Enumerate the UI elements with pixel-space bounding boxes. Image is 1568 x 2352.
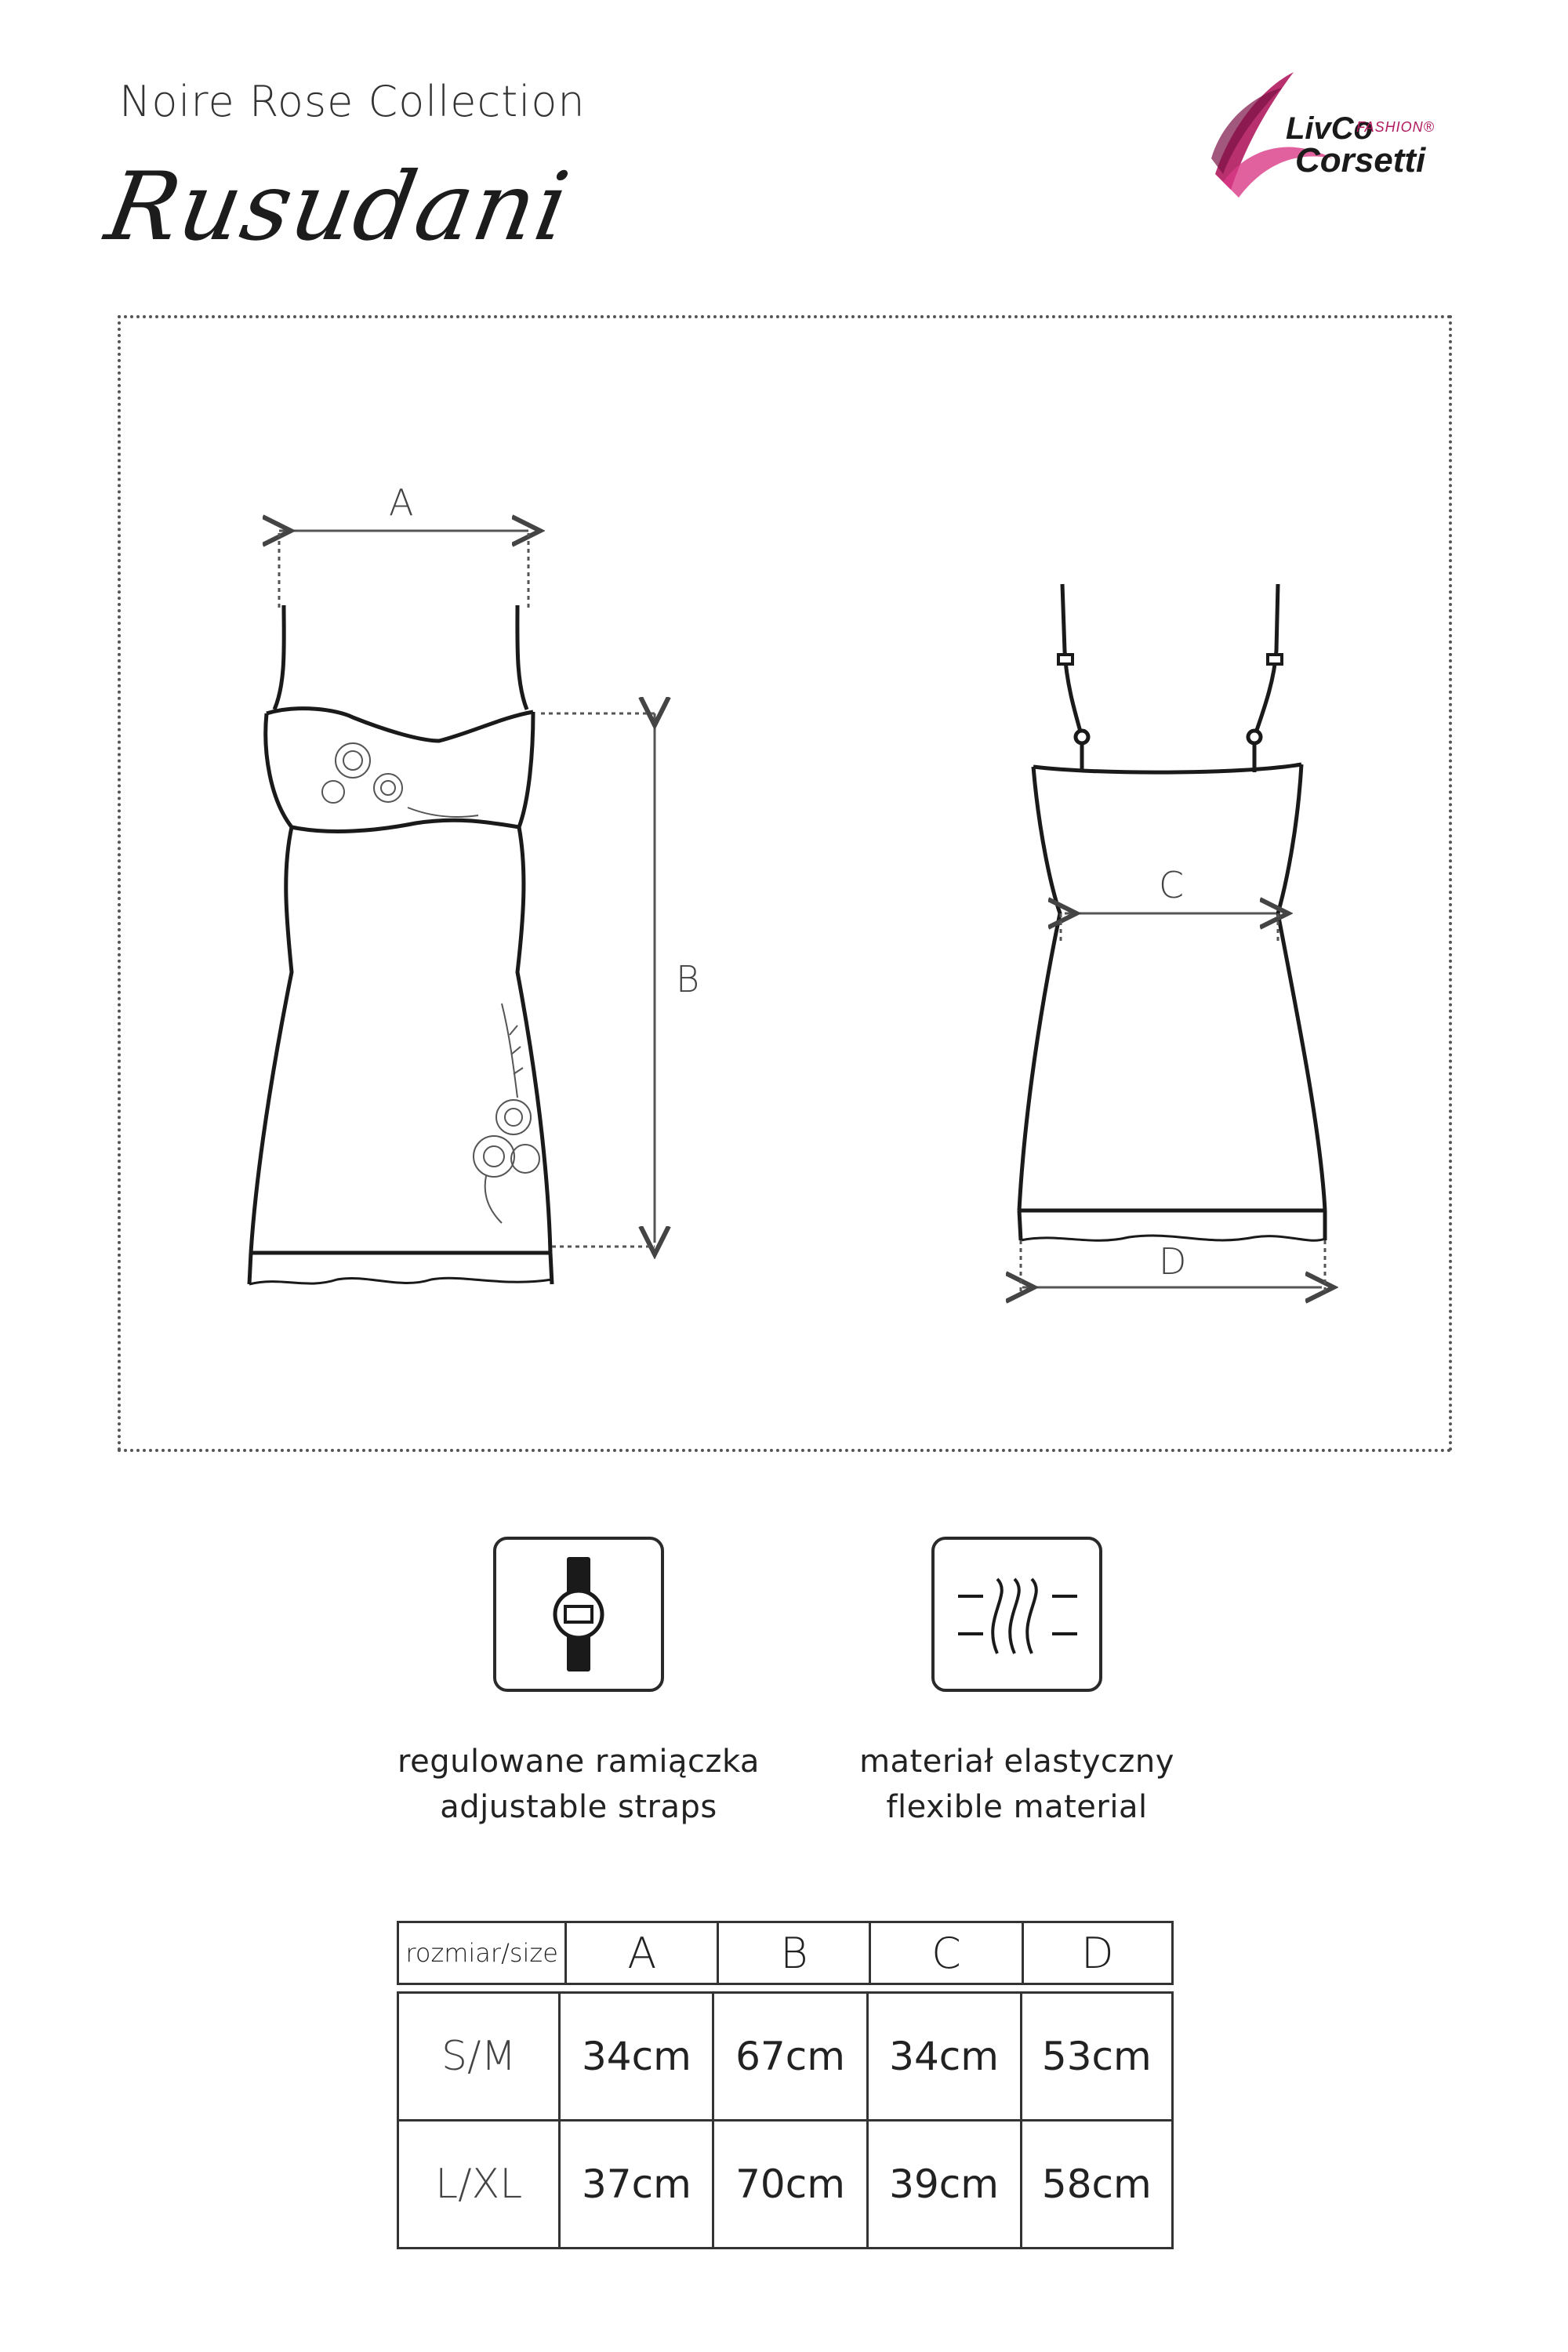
- size-cell: 37cm: [560, 2121, 713, 2249]
- size-header-label: rozmiar/size: [398, 1922, 566, 1984]
- size-header-c: C: [870, 1922, 1022, 1984]
- table-row: [398, 2121, 1173, 2249]
- size-header-b: B: [718, 1922, 870, 1984]
- size-cell: 58cm: [1021, 2121, 1172, 2249]
- size-table-header: [397, 1921, 1174, 1985]
- size-table: [397, 1991, 1174, 2249]
- size-cell: 34cm: [867, 1993, 1021, 2121]
- feature-label-straps-pl: regulowane ramiączka: [397, 1744, 760, 1780]
- size-cell: 67cm: [713, 1993, 867, 2121]
- size-header-d: D: [1022, 1922, 1172, 1984]
- table-row: [398, 1993, 1173, 2121]
- brand-name-top: LivCo: [1286, 111, 1374, 146]
- flexible-material-icon: [931, 1537, 1102, 1692]
- rose-lace-motif: [322, 743, 539, 1223]
- brand-name-bottom: Corsetti: [1295, 141, 1426, 180]
- size-cell: 70cm: [713, 2121, 867, 2249]
- front-view-drawing: [249, 605, 552, 1284]
- adjustable-strap-icon: [493, 1537, 664, 1692]
- feature-label-straps: [375, 1739, 782, 1830]
- dimension-label-a: A: [389, 481, 414, 524]
- dimension-label-b: B: [676, 958, 700, 1000]
- feature-label-flexible: [813, 1739, 1221, 1830]
- feature-label-flexible-pl: materiał elastyczny: [859, 1744, 1174, 1780]
- size-cell: 34cm: [560, 1993, 713, 2121]
- product-title: Rusudani: [98, 153, 578, 262]
- dimension-label-d: D: [1159, 1240, 1187, 1283]
- size-cell: 39cm: [867, 2121, 1021, 2249]
- size-header-a: A: [566, 1922, 718, 1984]
- feature-label-flexible-en: flexible material: [886, 1789, 1148, 1825]
- size-cell: 53cm: [1021, 1993, 1172, 2121]
- size-cell: S/M: [398, 1993, 560, 2121]
- dimension-label-c: C: [1159, 864, 1185, 906]
- feature-label-straps-en: adjustable straps: [440, 1789, 717, 1825]
- front-dimension-lines: [279, 531, 655, 1247]
- brand-fashion: FASHION®: [1356, 119, 1435, 135]
- collection-name: Noire Rose Collection: [119, 77, 586, 126]
- size-cell: L/XL: [398, 2121, 560, 2249]
